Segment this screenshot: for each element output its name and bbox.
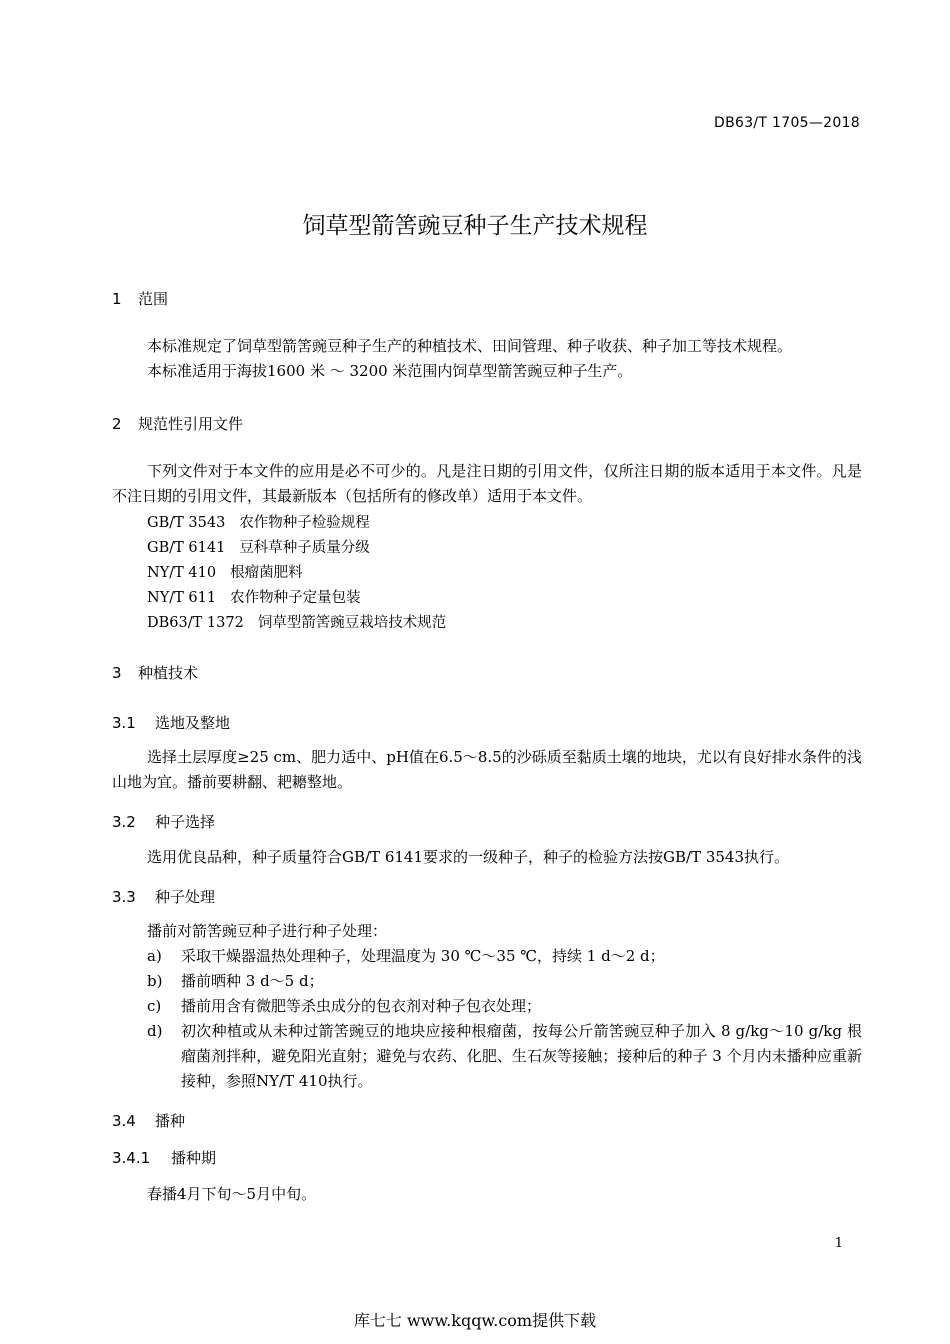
- list-item: [147, 944, 862, 969]
- section-3-4-1-heading: [112, 1147, 216, 1168]
- section-number: 3.4: [112, 1112, 136, 1130]
- reference-name: 农作物种子定量包装: [230, 590, 361, 606]
- section-3-3-heading: [112, 886, 215, 907]
- list-marker: d): [147, 1022, 163, 1040]
- section-title: 播种: [155, 1112, 186, 1130]
- list-item: [147, 969, 862, 994]
- section-number: 3.2: [112, 813, 136, 831]
- section-number: 2: [112, 415, 122, 433]
- list-marker: a): [147, 947, 162, 965]
- section-number: 1: [112, 290, 122, 308]
- section-title: 规范性引用文件: [138, 415, 244, 433]
- list-text: 播前晒种 3 d～5 d；: [181, 972, 324, 990]
- section-number: 3.1: [112, 714, 136, 732]
- reference-name: 根瘤菌肥料: [230, 565, 303, 581]
- reference-code: NY/T 410: [147, 565, 217, 581]
- section-1-heading: [112, 288, 168, 309]
- section-3-1-heading: [112, 712, 230, 733]
- list-marker: b): [147, 972, 163, 990]
- section-title: 种子处理: [155, 888, 216, 906]
- reference-name: 农作物种子检验规程: [239, 515, 370, 531]
- reference-item: [147, 511, 370, 532]
- document-title: 饲草型箭筈豌豆种子生产技术规程: [302, 213, 648, 239]
- download-footer: 库七七 www.kqqw.com提供下载: [353, 1311, 597, 1330]
- section-title: 选地及整地: [155, 714, 231, 732]
- reference-item: [147, 561, 303, 582]
- list-item: [147, 1019, 862, 1094]
- list-item: [147, 994, 862, 1019]
- reference-item: [147, 536, 370, 557]
- section-2-intro: 下列文件对于本文件的应用是必不可少的。凡是注日期的引用文件，仅所注日期的版本适用于本文件。凡是不注日期的引用文件，其最新版本（包括所有的修改单）适用于本文件。: [112, 462, 862, 505]
- standard-code: DB63/T 1705—2018: [714, 115, 860, 131]
- reference-code: GB/T 6141: [147, 540, 226, 556]
- section-number: 3.3: [112, 888, 136, 906]
- section-2-heading: [112, 413, 243, 434]
- section-title: 种植技术: [138, 664, 199, 682]
- page-number: 1: [834, 1236, 843, 1251]
- section-title: 范围: [138, 290, 169, 308]
- section-3-heading: [112, 662, 198, 683]
- reference-item: [147, 586, 361, 607]
- section-title: 种子选择: [155, 813, 216, 831]
- reference-name: 豆科草种子质量分级: [239, 540, 370, 556]
- section-number: 3: [112, 664, 122, 682]
- section-3-4-heading: [112, 1110, 185, 1131]
- section-1-paragraph-1: 本标准规定了饲草型箭筈豌豆种子生产的种植技术、田间管理、种子收获、种子加工等技术规程。: [147, 337, 793, 355]
- section-3-2-paragraph: 选用优良品种，种子质量符合GB/T 6141要求的一级种子，种子的检验方法按GB/T 3543执行。: [147, 848, 790, 866]
- list-text: 播前用含有微肥等杀虫成分的包衣剂对种子包衣处理；: [181, 997, 542, 1015]
- section-number: 3.4.1: [112, 1149, 151, 1167]
- section-3-1-paragraph: 选择土层厚度≥25 cm、肥力适中、pH值在6.5～8.5的沙砾质至黏质土壤的地块，尤以有良好排水条件的浅山地为宜。播前要耕翻、耙耱整地。: [112, 748, 862, 791]
- section-3-3-intro: 播前对箭筈豌豆种子进行种子处理：: [147, 922, 388, 940]
- reference-code: DB63/T 1372: [147, 615, 244, 631]
- section-3-2-heading: [112, 811, 215, 832]
- section-3-4-1-paragraph: 春播4月下旬～5月中旬。: [147, 1185, 317, 1203]
- list-text: 采取干燥器温热处理种子，处理温度为 30 ℃～35 ℃，持续 1 d～2 d；: [181, 947, 665, 965]
- list-text: 初次种植或从未种过箭筈豌豆的地块应接种根瘤菌，按每公斤箭筈豌豆种子加入 8 g/kg～10 g/kg 根瘤菌剂拌种，避免阳光直射；避免与农药、化肥、生石灰等接触；接种后的种子 3 个月内未播种应重新接种，参照NY/T 410执行。: [181, 1022, 862, 1090]
- reference-code: GB/T 3543: [147, 515, 226, 531]
- reference-name: 饲草型箭筈豌豆栽培技术规范: [257, 615, 447, 631]
- section-title: 播种期: [171, 1149, 217, 1167]
- list-marker: c): [147, 997, 162, 1015]
- section-1-paragraph-2: 本标准适用于海拔1600 米 ～ 3200 米范围内饲草型箭筈豌豆种子生产。: [147, 362, 633, 380]
- reference-item: [147, 611, 446, 632]
- reference-code: NY/T 611: [147, 590, 217, 606]
